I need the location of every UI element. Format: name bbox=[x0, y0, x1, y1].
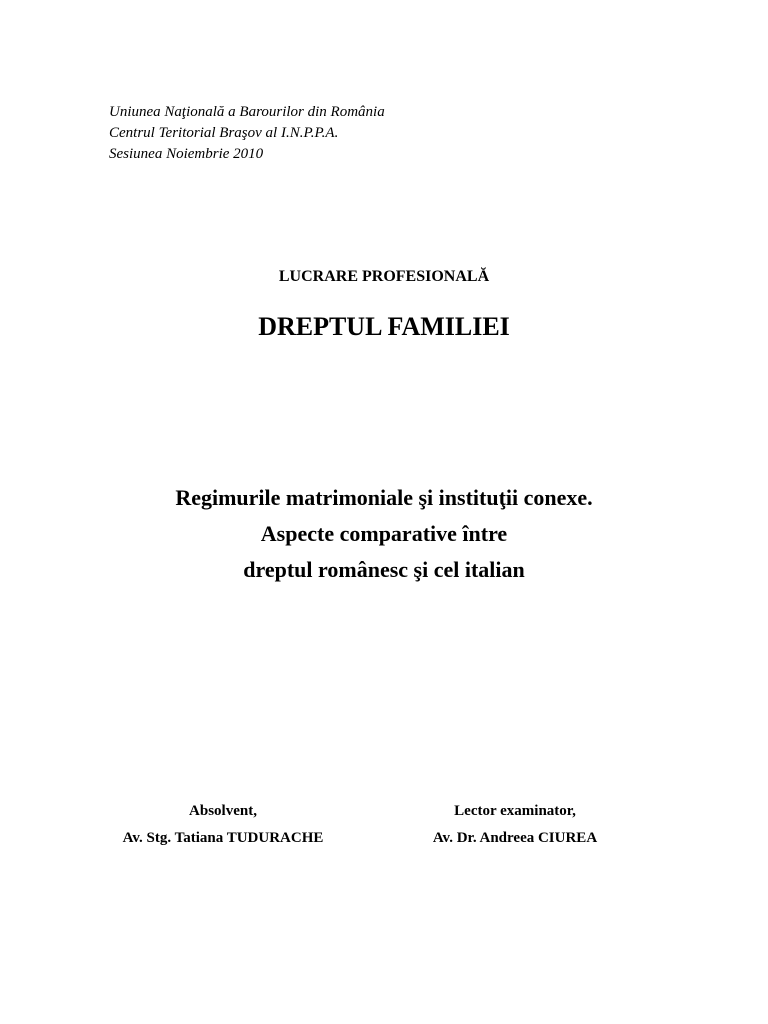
institution-line-union: Uniunea Naţională a Barourilor din România bbox=[109, 104, 385, 120]
document-subject: DREPTUL FAMILIEI bbox=[258, 312, 510, 341]
examiner-role: Lector examinator, bbox=[454, 803, 576, 819]
title-line-3: dreptul românesc şi cel italian bbox=[243, 557, 525, 582]
title-line-2: Aspecte comparative între bbox=[260, 521, 508, 546]
document-type: LUCRARE PROFESIONALĂ bbox=[278, 268, 490, 285]
title-line-1: Regimurile matrimoniale şi instituţii conexe. bbox=[175, 485, 593, 510]
institution-line-center: Centrul Teritorial Braşov al I.N.P.P.A. bbox=[109, 125, 339, 141]
examiner-signature-block bbox=[395, 798, 635, 852]
examiner-name: Av. Dr. Andreea CIUREA bbox=[432, 830, 598, 846]
document-title bbox=[0, 480, 768, 588]
institution-line-session: Sesiunea Noiembrie 2010 bbox=[109, 146, 264, 162]
graduate-signature-block bbox=[103, 798, 343, 852]
graduate-role: Absolvent, bbox=[189, 803, 257, 819]
institution-header bbox=[109, 102, 385, 165]
graduate-name: Av. Stg. Tatiana TUDURACHE bbox=[122, 830, 324, 846]
